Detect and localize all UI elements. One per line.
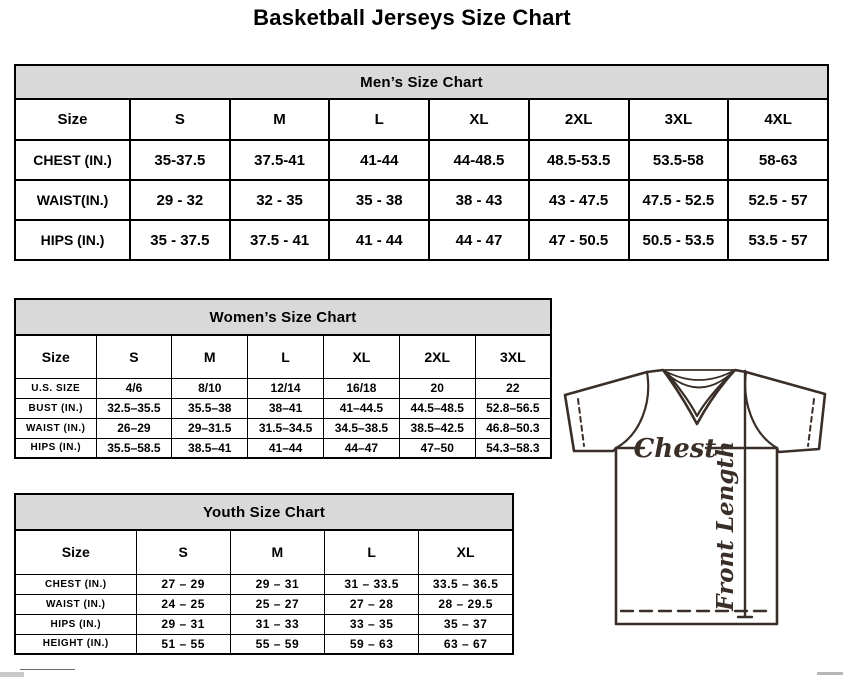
size-cell: 35-37.5 [130,140,230,180]
size-cell: 52.8–56.5 [475,398,551,418]
size-cell: 26–29 [96,418,172,438]
women-table-row [15,418,551,438]
size-cell: 58-63 [728,140,828,180]
row-label: HIPS (IN.) [15,438,96,458]
size-cell: 38–41 [248,398,324,418]
men-col-header-xl: XL [429,99,529,140]
size-cell: 35 - 38 [329,180,429,220]
size-cell: 51 – 55 [136,634,230,654]
size-cell: 35.5–58.5 [96,438,172,458]
size-cell: 50.5 - 53.5 [629,220,729,260]
size-cell: 31 – 33.5 [325,574,419,594]
jersey-outline-icon [553,358,843,648]
size-cell: 44.5–48.5 [399,398,475,418]
row-label: WAIST (IN.) [15,418,96,438]
women-table-row [15,378,551,398]
women-col-header-m: M [172,335,248,378]
women-table-row [15,438,551,458]
youth-table-row [15,634,513,654]
size-cell: 27 – 28 [325,594,419,614]
size-cell: 38.5–42.5 [399,418,475,438]
size-cell: 47 - 50.5 [529,220,629,260]
size-cell: 52.5 - 57 [728,180,828,220]
size-cell: 4/6 [96,378,172,398]
youth-size-chart-table [14,493,514,655]
size-cell: 38 - 43 [429,180,529,220]
size-cell: 35 - 37.5 [130,220,230,260]
womens-size-chart-table [14,298,552,459]
men-table-row [15,220,828,260]
youth-col-header-s: S [136,530,230,574]
row-label: HIPS (IN.) [15,614,136,634]
size-cell: 33.5 – 36.5 [419,574,513,594]
chest-measure-label: Chest [633,434,717,464]
size-cell: 29 - 32 [130,180,230,220]
size-cell: 47–50 [399,438,475,458]
men-table-row [15,140,828,180]
size-cell: 29–31.5 [172,418,248,438]
size-cell: 22 [475,378,551,398]
size-cell: 8/10 [172,378,248,398]
size-cell: 43 - 47.5 [529,180,629,220]
scrollbar-fragment-left[interactable] [0,672,24,677]
size-cell: 12/14 [248,378,324,398]
women-col-header-l: L [248,335,324,378]
men-col-header-2xl: 2XL [529,99,629,140]
row-label: WAIST (IN.) [15,594,136,614]
size-cell: 32.5–35.5 [96,398,172,418]
size-cell: 44 - 47 [429,220,529,260]
men-col-header-l: L [329,99,429,140]
men-col-header-m: M [230,99,330,140]
row-label: BUST (IN.) [15,398,96,418]
size-cell: 47.5 - 52.5 [629,180,729,220]
youth-col-header-size: Size [15,530,136,574]
size-cell: 31.5–34.5 [248,418,324,438]
size-cell: 59 – 63 [325,634,419,654]
size-cell: 48.5-53.5 [529,140,629,180]
row-label: WAIST(IN.) [15,180,130,220]
size-cell: 41-44 [329,140,429,180]
size-cell: 20 [399,378,475,398]
men-col-header-size: Size [15,99,130,140]
row-label: CHEST (IN.) [15,140,130,180]
men-col-header-s: S [130,99,230,140]
men-table-row [15,180,828,220]
women-col-header-s: S [96,335,172,378]
row-label: U.S. SIZE [15,378,96,398]
women-col-header-3xl: 3XL [475,335,551,378]
men-col-header-4xl: 4XL [728,99,828,140]
women-chart-title: Women’s Size Chart [15,299,551,335]
size-cell: 55 – 59 [230,634,324,654]
youth-chart-title: Youth Size Chart [15,494,513,530]
youth-col-header-m: M [230,530,324,574]
men-chart-title: Men’s Size Chart [15,65,828,99]
size-cell: 29 – 31 [230,574,324,594]
row-label: HEIGHT (IN.) [15,634,136,654]
size-cell: 46.8–50.3 [475,418,551,438]
front-length-measure-label: Front Length [712,441,739,611]
youth-table-row [15,614,513,634]
row-label: CHEST (IN.) [15,574,136,594]
size-cell: 31 – 33 [230,614,324,634]
size-cell: 53.5-58 [629,140,729,180]
size-cell: 24 – 25 [136,594,230,614]
size-cell: 41–44 [248,438,324,458]
size-cell: 44–47 [323,438,399,458]
size-cell: 29 – 31 [136,614,230,634]
women-col-header-xl: XL [323,335,399,378]
jersey-measurement-diagram [553,358,843,648]
youth-col-header-xl: XL [419,530,513,574]
scrollbar-fragment-right[interactable] [817,672,843,675]
size-cell: 25 – 27 [230,594,324,614]
mens-size-chart-table [14,64,829,261]
size-cell: 35 – 37 [419,614,513,634]
size-cell: 38.5–41 [172,438,248,458]
size-cell: 33 – 35 [325,614,419,634]
size-cell: 44-48.5 [429,140,529,180]
bottom-left-divider-line [20,669,75,670]
size-cell: 54.3–58.3 [475,438,551,458]
size-cell: 63 – 67 [419,634,513,654]
youth-table-row [15,574,513,594]
size-cell: 16/18 [323,378,399,398]
size-cell: 35.5–38 [172,398,248,418]
size-cell: 37.5-41 [230,140,330,180]
youth-table-row [15,594,513,614]
size-cell: 41–44.5 [323,398,399,418]
size-cell: 32 - 35 [230,180,330,220]
size-cell: 27 – 29 [136,574,230,594]
women-col-header-2xl: 2XL [399,335,475,378]
size-cell: 41 - 44 [329,220,429,260]
women-table-row [15,398,551,418]
men-col-header-3xl: 3XL [629,99,729,140]
page-title: Basketball Jerseys Size Chart [253,5,571,30]
size-cell: 28 – 29.5 [419,594,513,614]
size-cell: 53.5 - 57 [728,220,828,260]
size-cell: 37.5 - 41 [230,220,330,260]
row-label: HIPS (IN.) [15,220,130,260]
size-cell: 34.5–38.5 [323,418,399,438]
women-col-header-size: Size [15,335,96,378]
youth-col-header-l: L [325,530,419,574]
